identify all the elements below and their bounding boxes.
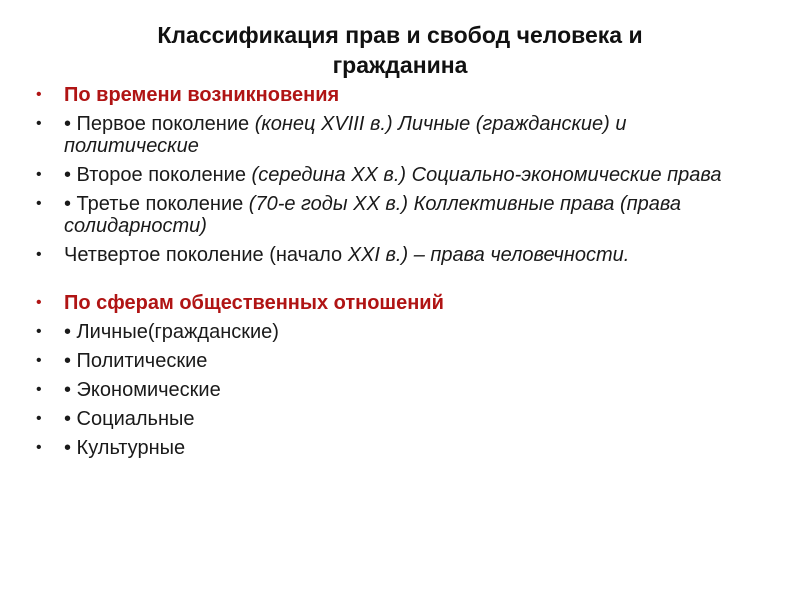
item-text: • Культурные (64, 437, 186, 459)
slide-title-line-2: гражданина (332, 52, 468, 78)
item-prefix: • Первое поколение (64, 113, 255, 135)
list-item-third-generation (36, 193, 766, 237)
list-item-social (36, 408, 766, 430)
bullet-marker: • (36, 115, 42, 132)
section-heading-text: По сферам общественных отношений (64, 292, 444, 314)
item-italic: XXI в.) – права человечности. (347, 244, 630, 266)
item-italic: (конец XVIII в.) Личные (гражданские) и политические (64, 113, 627, 157)
item-prefix: • Второе поколение (64, 164, 252, 186)
item-prefix: • Третье поколение (64, 193, 249, 215)
item-text: • Экономические (64, 379, 221, 401)
bullet-marker: • (36, 195, 42, 212)
item-text: • Социальные (64, 408, 195, 430)
bullet-marker: • (36, 294, 42, 311)
bullet-list (36, 84, 766, 466)
item-prefix: Четвертое поколение (начало (64, 244, 348, 266)
item-italic: (70-е годы XX в.) Коллективные права (права солидарности) (64, 193, 681, 237)
section-heading-time (36, 84, 766, 106)
list-item-first-generation (36, 113, 766, 157)
bullet-marker: • (36, 323, 42, 340)
list-item-fourth-generation (36, 244, 766, 266)
bullet-marker: • (36, 86, 42, 103)
item-text: • Политические (64, 350, 208, 372)
bullet-marker: • (36, 352, 42, 369)
section-heading-text: По времени возникновения (64, 84, 340, 106)
bullet-marker: • (36, 166, 42, 183)
list-item-cultural (36, 437, 766, 459)
item-text: • Личные(гражданские) (64, 321, 279, 343)
slide-title-line-1: Классификация прав и свобод человека и (157, 22, 643, 48)
bullet-marker: • (36, 410, 42, 427)
list-item-economic (36, 379, 766, 401)
bullet-marker: • (36, 439, 42, 456)
bullet-marker: • (36, 381, 42, 398)
list-item-personal (36, 321, 766, 343)
section-heading-spheres (36, 292, 766, 314)
bullet-marker: • (36, 246, 42, 263)
list-item-second-generation (36, 164, 766, 186)
list-item-political (36, 350, 766, 372)
slide-title (0, 20, 800, 80)
item-italic: (середина XX в.) Социально-экономические права (251, 164, 722, 186)
